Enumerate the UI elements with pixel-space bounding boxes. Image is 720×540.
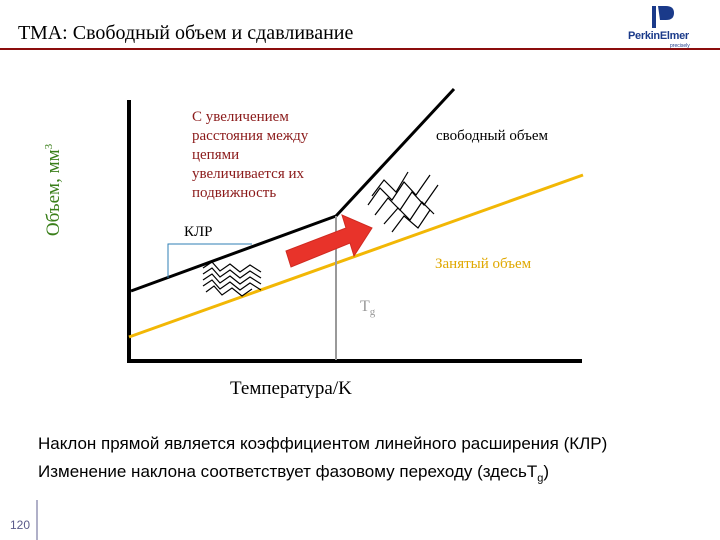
note-line-1: Наклон прямой является коэффициентом линейного расширения (КЛР) — [38, 434, 608, 453]
tg-label: $T_g$ — [360, 298, 376, 319]
free-volume-label: свободный объем — [436, 128, 549, 144]
red-arrow — [286, 215, 372, 267]
mobility-annotation: С увеличением расстояния между цепями увеличивается их подвижность — [192, 109, 309, 201]
logo-tagline: precisely — [670, 43, 690, 49]
expanded-chains-icon — [368, 172, 438, 232]
note-line-2: Изменение наклона соответствует фазовому переходу (здесьT$_g$) — [38, 462, 550, 485]
page-title: ТМА: Свободный объем и сдавливание — [18, 22, 354, 44]
notes — [38, 430, 607, 492]
occupied-volume-label: Занятый объем — [435, 256, 532, 272]
page-number: 120 — [10, 518, 31, 532]
footer-divider — [36, 500, 38, 540]
logo-brand-text: PerkinElmer — [628, 30, 689, 42]
cte-label: КЛР — [184, 224, 213, 240]
y-axis-label: Объем, $мм^3$ — [42, 143, 65, 237]
compressed-chains-icon — [203, 262, 261, 296]
x-axis-label: Температура/K — [230, 378, 352, 399]
